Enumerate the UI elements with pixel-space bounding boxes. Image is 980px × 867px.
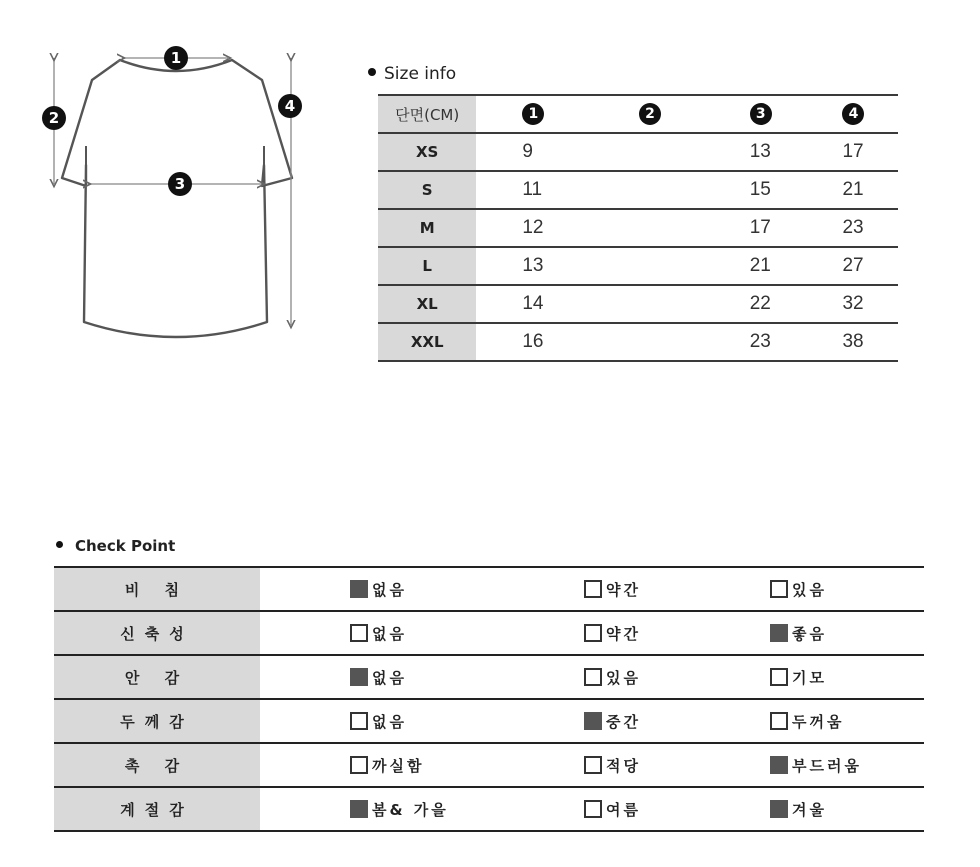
size-value-c2 xyxy=(623,247,718,285)
check-option-label: 부드러움 xyxy=(792,756,862,775)
check-row-label: 안 감 xyxy=(54,655,260,699)
checkbox-icon[interactable] xyxy=(770,580,788,598)
checkbox-icon[interactable] xyxy=(770,800,788,818)
check-option xyxy=(584,787,770,831)
size-table-header-label: 단면(CM) xyxy=(378,95,476,133)
check-option-label: 두꺼움 xyxy=(792,712,845,731)
size-value-c1: 9 xyxy=(522,141,533,162)
check-option-label: 약간 xyxy=(606,580,641,599)
check-option xyxy=(260,567,584,611)
size-value-c2 xyxy=(623,133,718,171)
size-value-c1: 12 xyxy=(522,217,544,238)
check-option xyxy=(584,567,770,611)
size-value-c4: 23 xyxy=(842,217,864,238)
size-value-c4: 32 xyxy=(842,293,864,314)
check-option-label: 있음 xyxy=(792,580,827,599)
size-value-c1: 14 xyxy=(522,293,544,314)
size-label: XS xyxy=(378,133,476,171)
check-option-label: 없음 xyxy=(372,668,407,687)
size-value-c3: 22 xyxy=(749,293,771,314)
size-table xyxy=(378,94,898,362)
marker-3: 3 xyxy=(168,172,192,196)
check-option xyxy=(770,611,924,655)
bullet-dot xyxy=(56,541,63,548)
checkbox-icon[interactable] xyxy=(350,756,368,774)
check-option-label: 봄& 가을 xyxy=(372,800,449,819)
size-label: XXL xyxy=(378,323,476,361)
check-option xyxy=(584,699,770,743)
check-row-label: 촉 감 xyxy=(54,743,260,787)
checkbox-icon[interactable] xyxy=(584,580,602,598)
check-point-table xyxy=(54,566,924,832)
size-value-c4: 17 xyxy=(842,141,864,162)
column-3-badge: 3 xyxy=(750,103,772,125)
check-row xyxy=(54,655,924,699)
size-label: L xyxy=(378,247,476,285)
check-row-label: 신축성 xyxy=(54,611,260,655)
checkbox-icon[interactable] xyxy=(350,624,368,642)
size-row xyxy=(378,323,898,361)
check-option-label: 없음 xyxy=(372,712,407,731)
shirt-diagram xyxy=(0,0,340,360)
check-row-label: 비 침 xyxy=(54,567,260,611)
check-option xyxy=(260,611,584,655)
size-info-title xyxy=(368,64,456,84)
check-option xyxy=(260,787,584,831)
check-option xyxy=(260,743,584,787)
check-row xyxy=(54,743,924,787)
check-option-label: 없음 xyxy=(372,580,407,599)
check-row xyxy=(54,699,924,743)
check-option-label: 기모 xyxy=(792,668,827,687)
check-option xyxy=(260,655,584,699)
size-info-title-text: Size info xyxy=(384,64,457,84)
check-option-label: 까실함 xyxy=(372,756,425,775)
size-label: S xyxy=(378,171,476,209)
marker-4: 4 xyxy=(278,94,302,118)
checkbox-icon[interactable] xyxy=(584,712,602,730)
size-value-c4: 21 xyxy=(842,179,864,200)
check-option xyxy=(584,743,770,787)
size-value-c4: 27 xyxy=(842,255,864,276)
check-option xyxy=(770,655,924,699)
checkbox-icon[interactable] xyxy=(770,712,788,730)
checkbox-icon[interactable] xyxy=(584,668,602,686)
check-option-label: 약간 xyxy=(606,624,641,643)
size-value-c2 xyxy=(623,171,718,209)
size-row xyxy=(378,247,898,285)
checkbox-icon[interactable] xyxy=(584,800,602,818)
checkbox-icon[interactable] xyxy=(350,800,368,818)
size-row xyxy=(378,285,898,323)
size-value-c3: 15 xyxy=(749,179,771,200)
size-table-header-row xyxy=(378,95,898,133)
size-value-c3: 13 xyxy=(749,141,771,162)
check-option-label: 겨울 xyxy=(792,800,827,819)
checkbox-icon[interactable] xyxy=(584,756,602,774)
check-option xyxy=(584,611,770,655)
check-option xyxy=(770,743,924,787)
checkbox-icon[interactable] xyxy=(770,668,788,686)
size-value-c2 xyxy=(623,209,718,247)
marker-1: 1 xyxy=(164,46,188,70)
check-row xyxy=(54,611,924,655)
size-value-c2 xyxy=(623,285,718,323)
check-row xyxy=(54,567,924,611)
size-row xyxy=(378,171,898,209)
column-2-badge: 2 xyxy=(639,103,661,125)
size-row xyxy=(378,133,898,171)
marker-2: 2 xyxy=(42,106,66,130)
checkbox-icon[interactable] xyxy=(350,668,368,686)
check-point-title-text: Check Point xyxy=(75,537,176,555)
size-value-c2 xyxy=(623,323,718,361)
checkbox-icon[interactable] xyxy=(350,580,368,598)
check-option xyxy=(260,699,584,743)
checkbox-icon[interactable] xyxy=(350,712,368,730)
size-value-c3: 21 xyxy=(749,255,771,276)
check-option-label: 없음 xyxy=(372,624,407,643)
bullet-dot xyxy=(368,68,376,76)
column-4-badge: 4 xyxy=(842,103,864,125)
check-option xyxy=(584,655,770,699)
size-value-c1: 11 xyxy=(522,179,543,200)
check-option xyxy=(770,787,924,831)
check-row-label: 두께감 xyxy=(54,699,260,743)
checkbox-icon[interactable] xyxy=(584,624,602,642)
size-value-c3: 17 xyxy=(749,217,771,238)
check-option-label: 적당 xyxy=(606,756,641,775)
size-label: M xyxy=(378,209,476,247)
check-option-label: 여름 xyxy=(606,800,641,819)
checkbox-icon[interactable] xyxy=(770,756,788,774)
size-value-c1: 16 xyxy=(522,331,544,352)
size-value-c1: 13 xyxy=(522,255,544,276)
check-option-label: 중간 xyxy=(606,712,641,731)
check-option xyxy=(770,567,924,611)
size-label: XL xyxy=(378,285,476,323)
size-value-c4: 38 xyxy=(842,331,864,352)
check-point-title xyxy=(56,537,175,555)
check-option-label: 있음 xyxy=(606,668,641,687)
check-option-label: 좋음 xyxy=(792,624,827,643)
size-row xyxy=(378,209,898,247)
check-row-label: 계절감 xyxy=(54,787,260,831)
size-value-c3: 23 xyxy=(749,331,771,352)
check-row xyxy=(54,787,924,831)
check-option xyxy=(770,699,924,743)
checkbox-icon[interactable] xyxy=(770,624,788,642)
column-1-badge: 1 xyxy=(522,103,544,125)
